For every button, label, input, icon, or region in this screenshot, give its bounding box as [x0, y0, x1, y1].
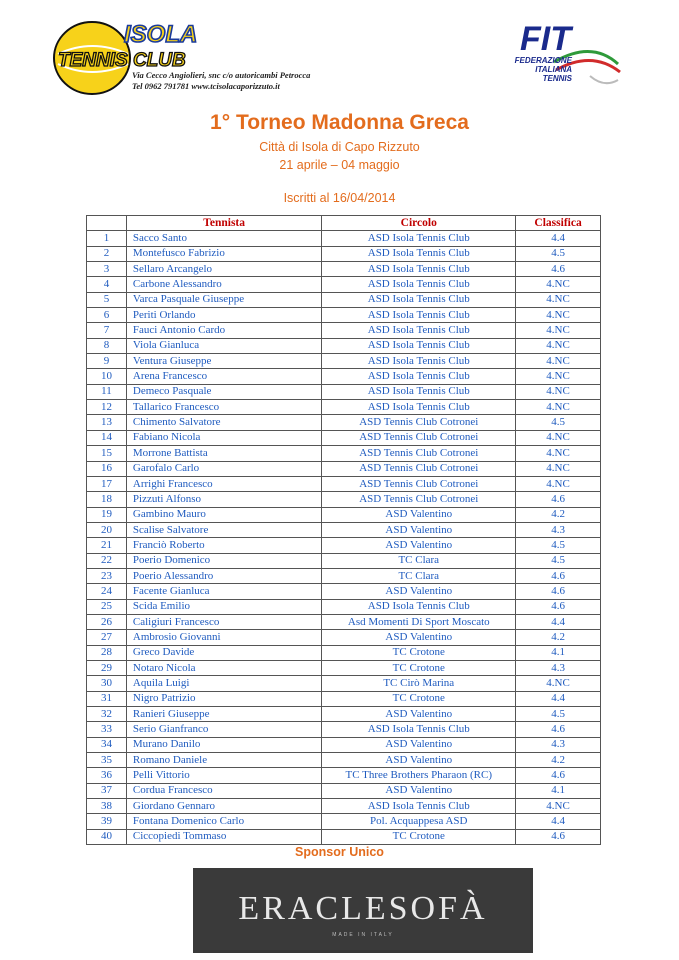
- player-club: TC Cirò Marina: [322, 676, 516, 691]
- player-name: Pelli Vittorio: [126, 768, 322, 783]
- header-ranking: Classifica: [516, 216, 601, 231]
- table-row: [87, 829, 601, 844]
- player-ranking: 4.5: [516, 415, 601, 430]
- player-ranking: 4.NC: [516, 354, 601, 369]
- table-row: [87, 645, 601, 660]
- player-ranking: 4.NC: [516, 338, 601, 353]
- player-name: Arena Francesco: [126, 369, 322, 384]
- players-table: [86, 215, 601, 845]
- row-number: 16: [87, 461, 127, 476]
- row-number: 39: [87, 814, 127, 829]
- player-name: Sacco Santo: [126, 231, 322, 246]
- row-number: 21: [87, 538, 127, 553]
- player-ranking: 4.6: [516, 584, 601, 599]
- row-number: 36: [87, 768, 127, 783]
- fit-logo-line1: FEDERAZIONE: [514, 56, 572, 65]
- row-number: 35: [87, 753, 127, 768]
- row-number: 7: [87, 323, 127, 338]
- row-number: 10: [87, 369, 127, 384]
- players-table-body: [87, 231, 601, 845]
- event-location: Città di Isola di Capo Rizzuto: [259, 140, 420, 154]
- sponsor-tagline: MADE IN ITALY: [332, 932, 394, 938]
- header-club: Circolo: [322, 216, 516, 231]
- player-ranking: 4.NC: [516, 384, 601, 399]
- player-name: Fauci Antonio Cardo: [126, 323, 322, 338]
- player-name: Scalise Salvatore: [126, 522, 322, 537]
- player-ranking: 4.6: [516, 768, 601, 783]
- player-club: ASD Tennis Club Cotronei: [322, 461, 516, 476]
- player-club: ASD Isola Tennis Club: [322, 722, 516, 737]
- row-number: 31: [87, 691, 127, 706]
- player-name: Sellaro Arcangelo: [126, 262, 322, 277]
- table-row: [87, 553, 601, 568]
- player-club: ASD Isola Tennis Club: [322, 338, 516, 353]
- row-number: 34: [87, 737, 127, 752]
- player-name: Chimento Salvatore: [126, 415, 322, 430]
- player-club: ASD Valentino: [322, 522, 516, 537]
- player-ranking: 4.6: [516, 568, 601, 583]
- table-row: [87, 231, 601, 246]
- player-club: ASD Isola Tennis Club: [322, 599, 516, 614]
- row-number: 20: [87, 522, 127, 537]
- club-logo-line2: TENNIS CLUB: [58, 50, 186, 71]
- row-number: 28: [87, 645, 127, 660]
- table-row: [87, 354, 601, 369]
- table-row: [87, 614, 601, 629]
- club-address: [132, 70, 310, 92]
- player-club: TC Clara: [322, 568, 516, 583]
- player-name: Fontana Domenico Carlo: [126, 814, 322, 829]
- player-club: ASD Isola Tennis Club: [322, 323, 516, 338]
- player-name: Serio Gianfranco: [126, 722, 322, 737]
- player-ranking: 4.NC: [516, 308, 601, 323]
- table-row: [87, 722, 601, 737]
- player-club: TC Three Brothers Pharaon (RC): [322, 768, 516, 783]
- player-ranking: 4.NC: [516, 323, 601, 338]
- player-club: ASD Valentino: [322, 783, 516, 798]
- table-row: [87, 323, 601, 338]
- player-ranking: 4.3: [516, 522, 601, 537]
- row-number: 30: [87, 676, 127, 691]
- player-name: Nigro Patrizio: [126, 691, 322, 706]
- player-ranking: 4.5: [516, 707, 601, 722]
- player-club: ASD Isola Tennis Club: [322, 308, 516, 323]
- player-name: Viola Gianluca: [126, 338, 322, 353]
- table-row: [87, 768, 601, 783]
- player-club: ASD Isola Tennis Club: [322, 292, 516, 307]
- table-row: [87, 691, 601, 706]
- table-row: [87, 753, 601, 768]
- player-name: Demeco Pasquale: [126, 384, 322, 399]
- sponsor-label: Sponsor Unico: [295, 845, 384, 859]
- player-club: ASD Valentino: [322, 753, 516, 768]
- player-club: TC Crotone: [322, 660, 516, 675]
- event-dates: 21 aprile – 04 maggio: [279, 158, 400, 172]
- player-ranking: 4.5: [516, 246, 601, 261]
- club-logo-line1: ISOLA: [124, 21, 198, 48]
- table-row: [87, 599, 601, 614]
- player-name: Aquila Luigi: [126, 676, 322, 691]
- player-name: Morrone Battista: [126, 446, 322, 461]
- table-row: [87, 384, 601, 399]
- fit-logo-line2: ITALIANA: [535, 65, 572, 74]
- table-row: [87, 461, 601, 476]
- player-name: Ranieri Giuseppe: [126, 707, 322, 722]
- row-number: 22: [87, 553, 127, 568]
- player-club: ASD Valentino: [322, 707, 516, 722]
- table-row: [87, 308, 601, 323]
- player-club: ASD Isola Tennis Club: [322, 262, 516, 277]
- player-ranking: 4.NC: [516, 476, 601, 491]
- player-club: ASD Tennis Club Cotronei: [322, 476, 516, 491]
- row-number: 27: [87, 630, 127, 645]
- player-name: Carbone Alessandro: [126, 277, 322, 292]
- player-name: Scida Emilio: [126, 599, 322, 614]
- row-number: 4: [87, 277, 127, 292]
- player-name: Tallarico Francesco: [126, 400, 322, 415]
- player-name: Romano Daniele: [126, 753, 322, 768]
- table-row: [87, 400, 601, 415]
- row-number: 13: [87, 415, 127, 430]
- player-ranking: 4.NC: [516, 277, 601, 292]
- player-club: Pol. Acquappesa ASD: [322, 814, 516, 829]
- player-ranking: 4.6: [516, 599, 601, 614]
- player-ranking: 4.6: [516, 492, 601, 507]
- row-number: 32: [87, 707, 127, 722]
- table-row: [87, 584, 601, 599]
- table-row: [87, 369, 601, 384]
- player-name: Periti Orlando: [126, 308, 322, 323]
- table-row: [87, 660, 601, 675]
- player-ranking: 4.4: [516, 231, 601, 246]
- player-ranking: 4.NC: [516, 676, 601, 691]
- row-number: 12: [87, 400, 127, 415]
- row-number: 25: [87, 599, 127, 614]
- player-name: Montefusco Fabrizio: [126, 246, 322, 261]
- table-row: [87, 568, 601, 583]
- player-name: Franciò Roberto: [126, 538, 322, 553]
- row-number: 3: [87, 262, 127, 277]
- row-number: 26: [87, 614, 127, 629]
- player-name: Murano Danilo: [126, 737, 322, 752]
- row-number: 6: [87, 308, 127, 323]
- player-name: Garofalo Carlo: [126, 461, 322, 476]
- player-club: ASD Valentino: [322, 538, 516, 553]
- row-number: 33: [87, 722, 127, 737]
- table-row: [87, 492, 601, 507]
- player-club: ASD Tennis Club Cotronei: [322, 492, 516, 507]
- player-name: Varca Pasquale Giuseppe: [126, 292, 322, 307]
- table-row: [87, 292, 601, 307]
- table-row: [87, 277, 601, 292]
- row-number: 18: [87, 492, 127, 507]
- player-ranking: 4.2: [516, 507, 601, 522]
- player-club: TC Crotone: [322, 691, 516, 706]
- table-row: [87, 246, 601, 261]
- player-name: Notaro Nicola: [126, 660, 322, 675]
- player-name: Gambino Mauro: [126, 507, 322, 522]
- row-number: 15: [87, 446, 127, 461]
- player-name: Greco Davide: [126, 645, 322, 660]
- player-ranking: 4.3: [516, 660, 601, 675]
- player-club: ASD Isola Tennis Club: [322, 369, 516, 384]
- header-number: [87, 216, 127, 231]
- row-number: 1: [87, 231, 127, 246]
- table-row: [87, 783, 601, 798]
- player-name: Poerio Alessandro: [126, 568, 322, 583]
- table-row: [87, 338, 601, 353]
- player-name: Arrighi Francesco: [126, 476, 322, 491]
- player-club: ASD Isola Tennis Club: [322, 400, 516, 415]
- row-number: 2: [87, 246, 127, 261]
- row-number: 9: [87, 354, 127, 369]
- row-number: 5: [87, 292, 127, 307]
- player-ranking: 4.NC: [516, 400, 601, 415]
- player-ranking: 4.6: [516, 829, 601, 844]
- row-number: 14: [87, 430, 127, 445]
- row-number: 29: [87, 660, 127, 675]
- player-club: Asd Momenti Di Sport Moscato: [322, 614, 516, 629]
- player-club: ASD Tennis Club Cotronei: [322, 430, 516, 445]
- player-ranking: 4.1: [516, 783, 601, 798]
- player-club: TC Crotone: [322, 829, 516, 844]
- row-number: 24: [87, 584, 127, 599]
- player-club: ASD Tennis Club Cotronei: [322, 446, 516, 461]
- player-ranking: 4.2: [516, 630, 601, 645]
- player-club: TC Clara: [322, 553, 516, 568]
- player-name: Facente Gianluca: [126, 584, 322, 599]
- player-club: ASD Isola Tennis Club: [322, 799, 516, 814]
- table-row: [87, 799, 601, 814]
- player-name: Giordano Gennaro: [126, 799, 322, 814]
- player-name: Ambrosio Giovanni: [126, 630, 322, 645]
- player-ranking: 4.5: [516, 553, 601, 568]
- fit-logo-acronym: FIT: [520, 20, 571, 58]
- row-number: 8: [87, 338, 127, 353]
- player-name: Cordua Francesco: [126, 783, 322, 798]
- table-row: [87, 814, 601, 829]
- row-number: 40: [87, 829, 127, 844]
- enrolled-date: Iscritti al 16/04/2014: [283, 191, 396, 205]
- sponsor-banner: [193, 868, 533, 953]
- player-ranking: 4.4: [516, 614, 601, 629]
- table-row: [87, 430, 601, 445]
- header: [0, 0, 679, 110]
- player-name: Ciccopiedi Tommaso: [126, 829, 322, 844]
- player-club: ASD Isola Tennis Club: [322, 231, 516, 246]
- table-row: [87, 522, 601, 537]
- row-number: 17: [87, 476, 127, 491]
- player-ranking: 4.6: [516, 722, 601, 737]
- player-name: Fabiano Nicola: [126, 430, 322, 445]
- header-player: Tennista: [126, 216, 322, 231]
- table-row: [87, 538, 601, 553]
- row-number: 23: [87, 568, 127, 583]
- player-ranking: 4.NC: [516, 799, 601, 814]
- sponsor-brand-logo: ERACLESOFÀ: [238, 890, 488, 927]
- player-club: ASD Valentino: [322, 584, 516, 599]
- player-club: ASD Isola Tennis Club: [322, 354, 516, 369]
- table-row: [87, 446, 601, 461]
- player-club: ASD Valentino: [322, 507, 516, 522]
- club-address-line1: Via Cecco Angiolieri, snc c/o autoricambi Petrocca: [132, 70, 311, 80]
- player-ranking: 4.3: [516, 737, 601, 752]
- row-number: 38: [87, 799, 127, 814]
- event-title: 1° Torneo Madonna Greca: [210, 111, 469, 134]
- table-row: [87, 262, 601, 277]
- player-name: Ventura Giuseppe: [126, 354, 322, 369]
- player-club: ASD Valentino: [322, 630, 516, 645]
- table-row: [87, 507, 601, 522]
- player-club: ASD Isola Tennis Club: [322, 384, 516, 399]
- player-ranking: 4.2: [516, 753, 601, 768]
- event-titles: [0, 108, 679, 207]
- table-row: [87, 415, 601, 430]
- player-club: ASD Tennis Club Cotronei: [322, 415, 516, 430]
- table-row: [87, 676, 601, 691]
- table-row: [87, 707, 601, 722]
- fit-federation-logo: [492, 18, 622, 98]
- row-number: 19: [87, 507, 127, 522]
- table-row: [87, 630, 601, 645]
- player-ranking: 4.NC: [516, 292, 601, 307]
- table-header-row: [87, 216, 601, 231]
- player-ranking: 4.NC: [516, 461, 601, 476]
- row-number: 37: [87, 783, 127, 798]
- club-address-line2: Tel 0962 791781 www.tcisolacaporizzuto.it: [132, 81, 280, 91]
- fit-logo-line3: TENNIS: [542, 74, 572, 83]
- player-ranking: 4.NC: [516, 430, 601, 445]
- player-name: Poerio Domenico: [126, 553, 322, 568]
- player-name: Pizzuti Alfonso: [126, 492, 322, 507]
- player-ranking: 4.1: [516, 645, 601, 660]
- player-club: ASD Isola Tennis Club: [322, 277, 516, 292]
- player-ranking: 4.5: [516, 538, 601, 553]
- player-ranking: 4.NC: [516, 369, 601, 384]
- player-name: Caligiuri Francesco: [126, 614, 322, 629]
- player-club: ASD Isola Tennis Club: [322, 246, 516, 261]
- player-ranking: 4.4: [516, 814, 601, 829]
- player-ranking: 4.4: [516, 691, 601, 706]
- table-row: [87, 476, 601, 491]
- player-ranking: 4.NC: [516, 446, 601, 461]
- player-club: TC Crotone: [322, 645, 516, 660]
- row-number: 11: [87, 384, 127, 399]
- player-ranking: 4.6: [516, 262, 601, 277]
- table-row: [87, 737, 601, 752]
- player-club: ASD Valentino: [322, 737, 516, 752]
